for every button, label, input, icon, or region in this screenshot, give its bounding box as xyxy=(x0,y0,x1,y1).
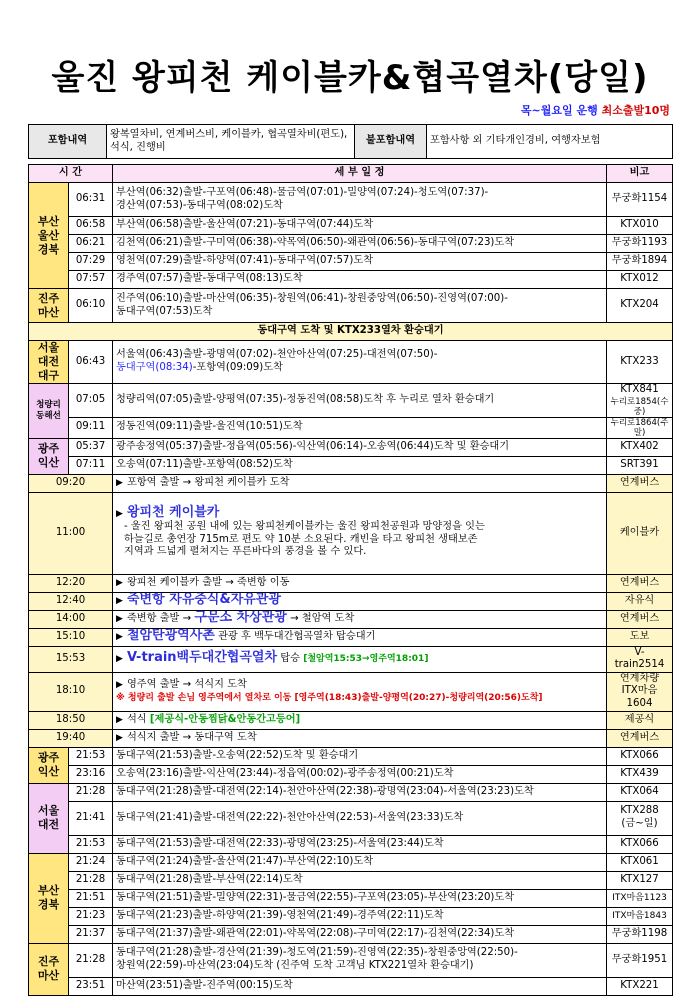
row-time: 21:53 xyxy=(69,747,113,765)
row-time: 07:05 xyxy=(69,384,113,418)
row-detail: 진주역(06:10)출발-마산역(06:35)-창원역(06:41)-창원중앙역(06:50)-진영역(07:00)- 동대구역(07:53)도착 xyxy=(113,289,607,323)
row-note: KTX221 xyxy=(607,977,673,995)
row-note: 제공식 xyxy=(607,711,673,729)
row-time: 23:16 xyxy=(69,765,113,783)
row-note: 연계버스 xyxy=(607,474,673,492)
row-detail: 청량리역(07:05)출발-양평역(07:35)-정동진역(08:58)도착 후 누리로 열차 환승대기 xyxy=(113,384,607,418)
detail-highlight: 철암탄광역사촌 xyxy=(126,628,215,644)
group-gwangju-iksan: 광주 익산 xyxy=(29,438,69,474)
operation-note xyxy=(521,102,670,118)
row-detail: 오송역(07:11)출발-포항역(08:52)도착 xyxy=(113,456,607,474)
row-time: 21:53 xyxy=(69,835,113,853)
row-time: 21:28 xyxy=(69,871,113,889)
row-note: 무궁화1894 xyxy=(607,253,673,271)
row-time: 06:10 xyxy=(69,289,113,323)
triangle-icon: ▶ xyxy=(116,477,123,488)
detail-green: [철암역15:53→영주역18:01] xyxy=(303,654,429,665)
row-detail: 부산역(06:58)출발-울산역(07:21)-동대구역(07:44)도착 xyxy=(113,217,607,235)
row-time: 11:00 xyxy=(29,492,113,574)
triangle-icon: ▶ xyxy=(116,654,123,665)
row-detail xyxy=(113,711,607,729)
row-detail xyxy=(113,672,607,711)
cablecar-description: - 울진 왕피천 공원 내에 있는 왕피천케이블카는 울진 왕피천공원과 망양정을 잇는 하늘길로 총연장 715m로 편도 약 10분 소요된다. 캐빈을 타고 왕피천 생태보존 지역과 드넓게 펼쳐지는 푸른바다의 풍경을 볼 수 있다. xyxy=(124,521,485,558)
note-main: 연계차량 xyxy=(619,672,660,684)
row-time: 07:29 xyxy=(69,253,113,271)
row-note: 케이블카 xyxy=(607,492,673,574)
row-detail xyxy=(113,574,607,592)
triangle-icon: ▶ xyxy=(116,714,123,725)
inclusion-table xyxy=(28,124,673,159)
row-time: 09:11 xyxy=(69,417,113,438)
row-time: 23:51 xyxy=(69,977,113,995)
row-time: 21:37 xyxy=(69,925,113,943)
row-note: KTX066 xyxy=(607,747,673,765)
page-title: 울진 왕피천 케이블카&협곡열차(당일) xyxy=(51,58,649,98)
row-detail: 동대구역(21:41)출발-대전역(22:22)-천안아산역(22:53)-서울역(23:33)도착 xyxy=(113,801,607,835)
row-detail: 동대구역(21:28)출발-경산역(21:39)-청도역(21:59)-진영역(22:35)-창원중앙역(22:50)- 창원역(22:59)-마산역(23:04)도착 (진주역 도착 고객님 KTX221열차 환승대기) xyxy=(113,943,607,977)
note-sub: ITX마음1604 xyxy=(621,685,658,709)
detail-text: 왕피천 케이블카 출발 → 죽변항 이동 xyxy=(126,576,290,588)
row-note: KTX439 xyxy=(607,765,673,783)
group-jinju-masan: 진주 마산 xyxy=(29,289,69,323)
row-note: 무궁화1154 xyxy=(607,183,673,217)
row-detail: 동대구역(21:24)출발-울산역(21:47)-부산역(22:10)도착 xyxy=(113,853,607,871)
include-text: 왕복열차비, 연계버스비, 케이블카, 협곡열차비(편도), 석식, 진행비 xyxy=(107,125,355,159)
row-detail: 동대구역(21:53)출발-오송역(22:52)도착 및 환승대기 xyxy=(113,747,607,765)
detail-text: 관광 후 백두대간협곡열차 탑승대기 xyxy=(214,631,376,643)
row-detail: 정동진역(09:11)출발-울진역(10:51)도착 xyxy=(113,417,607,438)
row-detail: 동대구역(21:37)출발-왜관역(22:01)-약목역(22:08)-구미역(22:17)-김천역(22:34)도착 xyxy=(113,925,607,943)
row-time: 09:20 xyxy=(29,474,113,492)
row-note: KTX066 xyxy=(607,835,673,853)
detail-highlight: 동대구역(08:34) xyxy=(116,362,193,373)
row-detail xyxy=(113,341,607,384)
row-detail: 경주역(07:57)출발-동대구역(08:13)도착 xyxy=(113,271,607,289)
row-note xyxy=(607,801,673,835)
row-note: KTX061 xyxy=(607,853,673,871)
row-time: 05:37 xyxy=(69,438,113,456)
row-note: 연계버스 xyxy=(607,729,673,747)
row-time: 14:00 xyxy=(29,610,113,628)
row-time: 18:10 xyxy=(29,672,113,711)
triangle-icon: ▶ xyxy=(116,632,123,643)
triangle-icon: ▶ xyxy=(116,614,123,625)
detail-text: 영주역 출발 → 석식지 도착 xyxy=(126,679,247,691)
detail-highlight: V-train백두대간협곡열차 xyxy=(126,650,278,666)
detail-text: 죽변항 출발 → xyxy=(126,613,195,625)
row-detail xyxy=(113,474,607,492)
triangle-icon: ▶ xyxy=(116,577,123,588)
detail-text: 석식지 출발 → 동대구역 도착 xyxy=(126,731,257,743)
note-main: KTX288 xyxy=(620,805,659,817)
detail-line: -포항역(09:09)도착 xyxy=(192,362,283,373)
row-detail: 동대구역(21:53)출발-대전역(22:33)-광명역(23:25)-서울역(23:44)도착 xyxy=(113,835,607,853)
detail-text: 포항역 출발 → 왕피천 케이블카 도착 xyxy=(126,476,290,488)
operation-days: 목~월요일 운행 xyxy=(520,104,598,117)
row-time: 06:21 xyxy=(69,235,113,253)
note-sub: (금~일) xyxy=(621,818,658,830)
group-return-seoul-daejeon: 서울 대전 xyxy=(29,783,69,853)
group-cheongnyangni: 청량리 동해선 xyxy=(29,384,69,439)
row-note: KTX204 xyxy=(607,289,673,323)
triangle-icon: ▶ xyxy=(116,680,123,691)
triangle-icon: ▶ xyxy=(116,596,123,607)
row-note: KTX012 xyxy=(607,271,673,289)
cablecar-heading: 왕피천 케이블카 xyxy=(126,505,220,521)
row-detail xyxy=(113,646,607,672)
row-detail: 마산역(23:51)출발-진주역(00:15)도착 xyxy=(113,977,607,995)
schedule-table xyxy=(28,164,673,996)
row-detail: 영천역(07:29)출발-하양역(07:41)-동대구역(07:57)도착 xyxy=(113,253,607,271)
row-detail: 동대구역(21:51)출발-밀양역(22:31)-물금역(22:55)-구포역(23:05)-부산역(23:20)도착 xyxy=(113,889,607,907)
group-seoul-daejeon-daegu: 서울 대전 대구 xyxy=(29,341,69,384)
exclude-label: 불포함내역 xyxy=(355,125,427,159)
group-return-jinju-masan: 진주 마산 xyxy=(29,943,69,995)
row-note: 연계버스 xyxy=(607,610,673,628)
row-time: 21:51 xyxy=(69,889,113,907)
exclude-text: 포함사항 외 기타개인경비, 여행자보험 xyxy=(427,125,673,159)
detail-highlight: 구문소 차상관광 xyxy=(194,610,287,626)
row-time: 21:41 xyxy=(69,801,113,835)
detail-text: 석식 xyxy=(126,713,150,725)
triangle-icon: ▶ xyxy=(116,732,123,743)
row-time: 07:11 xyxy=(69,456,113,474)
detail-warning: ※ 청량리 출발 손님 영주역에서 열차로 이동 [영주역(18:43)출발-양평역(20:27)-청량리역(20:56)도착] xyxy=(116,692,543,703)
row-note: 도보 xyxy=(607,628,673,646)
row-note: 무궁화1198 xyxy=(607,925,673,943)
row-time: 07:57 xyxy=(69,271,113,289)
row-note: KTX402 xyxy=(607,438,673,456)
group-busan-ulsan-gyeongbuk: 부산 울산 경북 xyxy=(29,183,69,289)
row-time: 19:40 xyxy=(29,729,113,747)
row-detail: 부산역(06:32)출발-구포역(06:48)-물금역(07:01)-밀양역(07:24)-청도역(07:37)- 경산역(07:53)-동대구역(08:02)도착 xyxy=(113,183,607,217)
row-time: 12:20 xyxy=(29,574,113,592)
detail-line: 서울역(06:43)출발-광명역(07:02)-천안아산역(07:25)-대전역(07:50)- xyxy=(116,349,438,361)
header-note: 비고 xyxy=(607,165,673,183)
row-detail xyxy=(113,628,607,646)
row-detail: 동대구역(21:28)출발-대전역(22:14)-천안아산역(22:38)-광명역(23:04)-서울역(23:23)도착 xyxy=(113,783,607,801)
row-note: 누리로1864(주말) xyxy=(607,417,673,438)
note-main: KTX841 xyxy=(620,384,659,395)
header-detail: 세 부 일 정 xyxy=(113,165,607,183)
row-detail xyxy=(113,610,607,628)
row-detail: 동대구역(21:23)출발-하양역(21:39)-영천역(21:49)-경주역(22:11)도착 xyxy=(113,907,607,925)
row-note: 무궁화1193 xyxy=(607,235,673,253)
row-time: 15:10 xyxy=(29,628,113,646)
row-note: KTX233 xyxy=(607,341,673,384)
row-detail: 김천역(06:21)출발-구미역(06:38)-약목역(06:50)-왜관역(06:56)-동대구역(07:23)도착 xyxy=(113,235,607,253)
detail-text: → 철암역 도착 xyxy=(286,613,355,625)
min-departure: 최소출발10명 xyxy=(601,104,670,117)
row-time: 21:28 xyxy=(69,943,113,977)
row-note xyxy=(607,384,673,418)
row-time: 12:40 xyxy=(29,592,113,610)
row-note: ITX마음1843 xyxy=(607,907,673,925)
include-label: 포함내역 xyxy=(29,125,107,159)
row-note: KTX127 xyxy=(607,871,673,889)
group-return-gwangju-iksan: 광주 익산 xyxy=(29,747,69,783)
note-sub: 누리로1854(수중) xyxy=(610,396,669,417)
row-time: 21:24 xyxy=(69,853,113,871)
row-note: 무궁화1951 xyxy=(607,943,673,977)
triangle-icon: ▶ xyxy=(116,509,123,520)
row-time: 21:28 xyxy=(69,783,113,801)
row-detail: 동대구역(21:28)출발-부산역(22:14)도착 xyxy=(113,871,607,889)
row-time: 06:43 xyxy=(69,341,113,384)
row-time: 06:58 xyxy=(69,217,113,235)
header-time: 시 간 xyxy=(29,165,113,183)
row-note: KTX064 xyxy=(607,783,673,801)
row-note: 연계버스 xyxy=(607,574,673,592)
transfer-band: 동대구역 도착 및 KTX233열차 환승대기 xyxy=(29,323,673,341)
row-detail: 광주송정역(05:37)출발-정읍역(05:56)-익산역(06:14)-오송역(06:44)도착 및 환승대기 xyxy=(113,438,607,456)
row-note: V-train2514 xyxy=(607,646,673,672)
row-detail xyxy=(113,729,607,747)
detail-text: 탑승 xyxy=(277,653,304,665)
row-detail xyxy=(113,492,607,574)
row-time: 15:53 xyxy=(29,646,113,672)
row-note xyxy=(607,672,673,711)
row-note: SRT391 xyxy=(607,456,673,474)
detail-green: [제공식-안동찜닭&안동간고등어] xyxy=(149,713,301,725)
row-detail xyxy=(113,592,607,610)
row-detail: 오송역(23:16)출발-익산역(23:44)-정읍역(00:02)-광주송정역(00:21)도착 xyxy=(113,765,607,783)
group-return-busan-gyeongbuk: 부산 경북 xyxy=(29,853,69,943)
detail-highlight: 죽변항 자유중식&자유관광 xyxy=(126,592,281,608)
row-note: 자유식 xyxy=(607,592,673,610)
row-note: ITX마음1123 xyxy=(607,889,673,907)
row-time: 21:23 xyxy=(69,907,113,925)
row-note: KTX010 xyxy=(607,217,673,235)
row-time: 18:50 xyxy=(29,711,113,729)
row-time: 06:31 xyxy=(69,183,113,217)
